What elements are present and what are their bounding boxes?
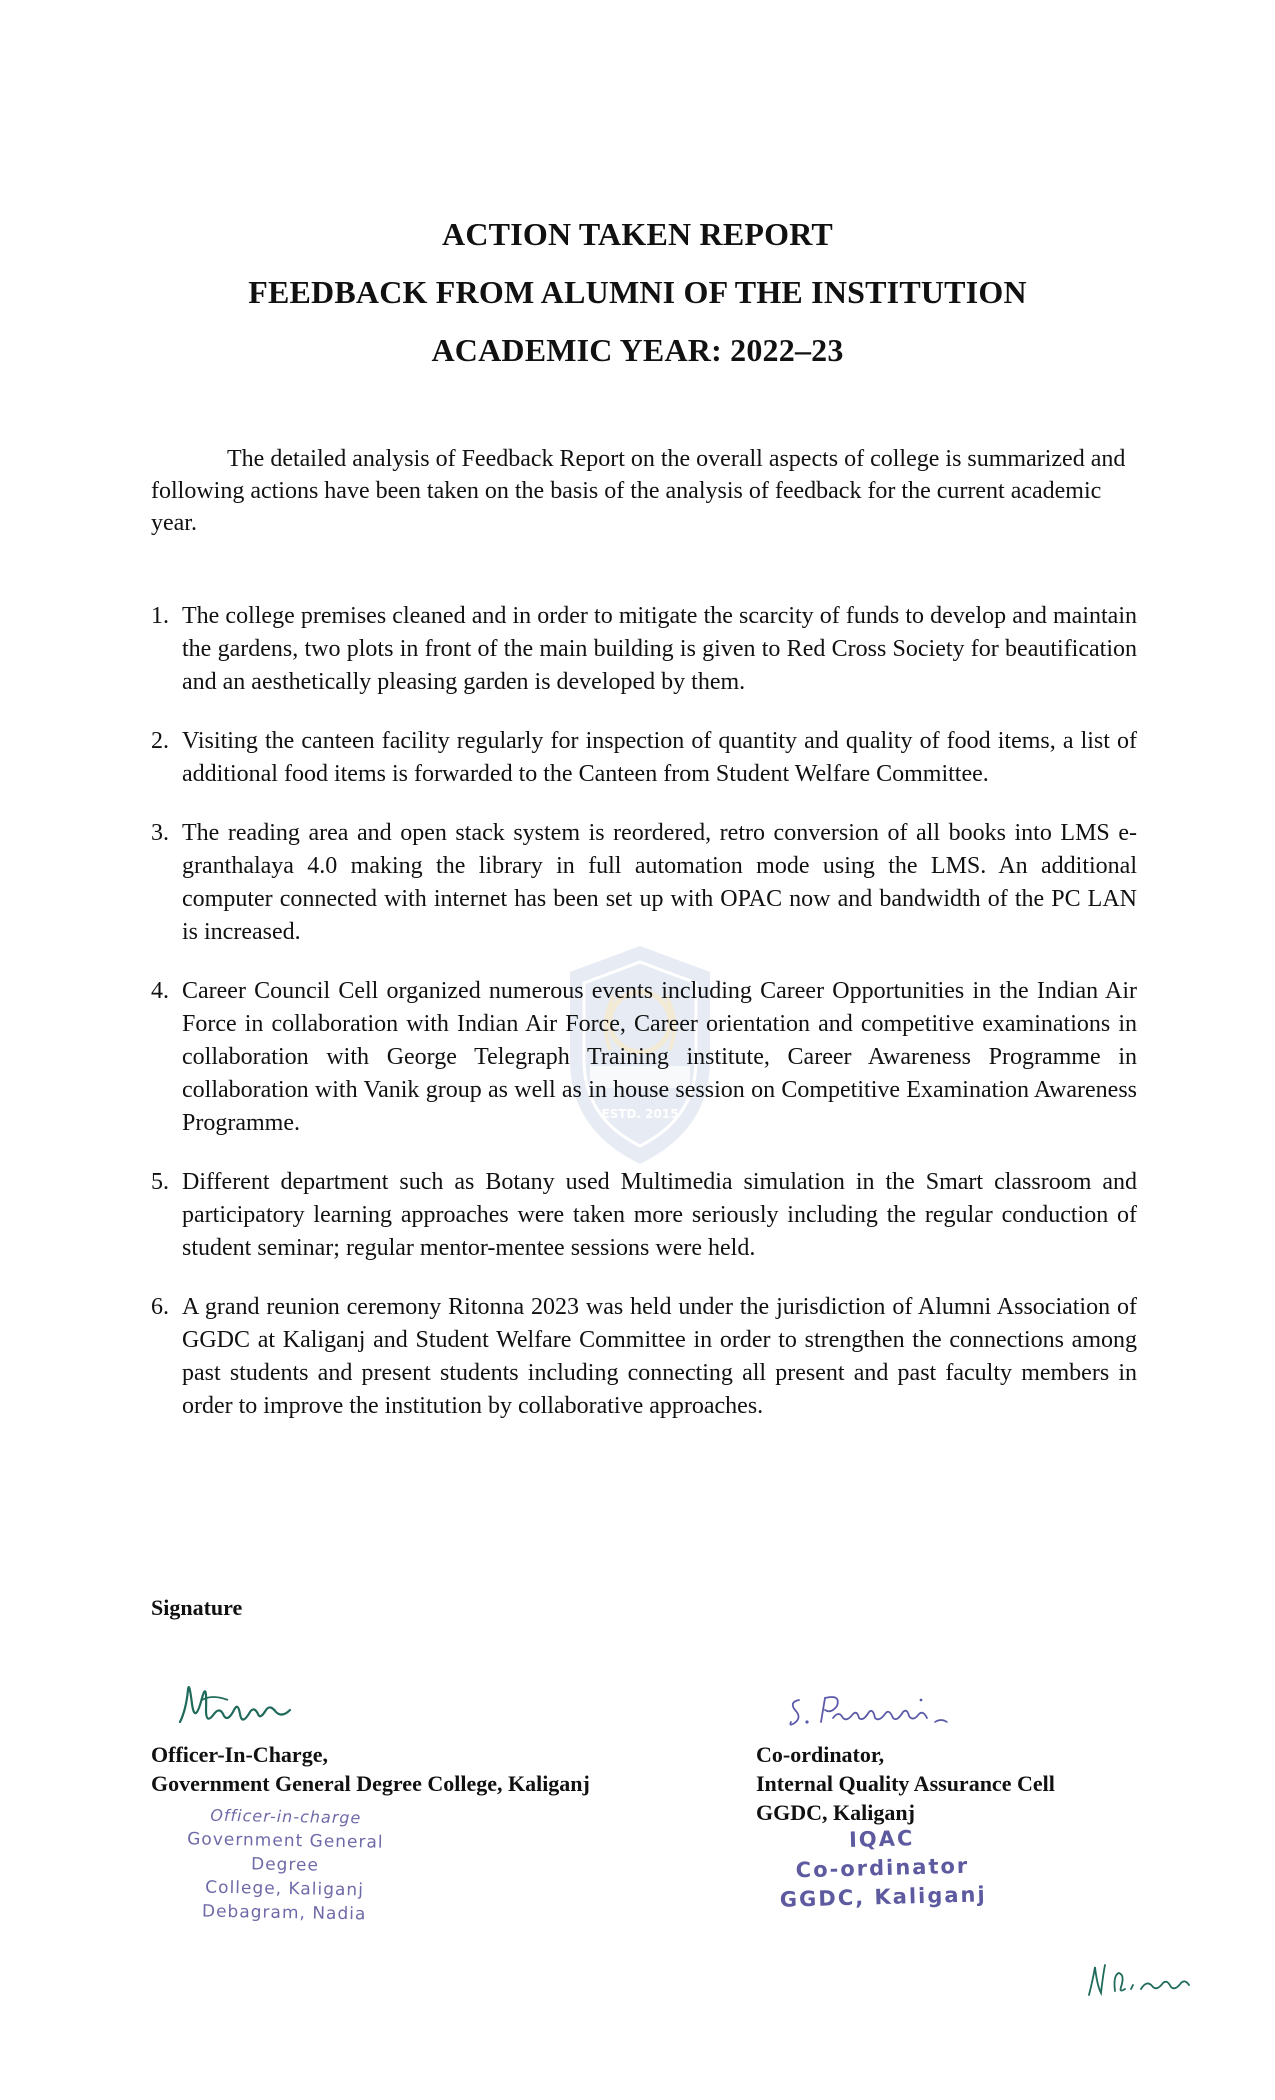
item-text: The college premises cleaned and in order to mitigate the scarcity of funds to develop and maintain the gardens, two plots in front of the main building is given to Red Cross Society for beautification and an aesthetically pleasing garden is developed by them. [182,603,1137,695]
list-item [151,817,1137,949]
stamp-line: GGDC, Kaliganj [779,1882,987,1912]
item-text: Visiting the canteen facility regularly for inspection of quantity and quality of food items, a list of additional food items is forwarded to the Canteen from Student Welfare Committee. [182,728,1137,787]
right-designation: Co-ordinator, [756,1742,885,1767]
stamp-line: IQAC [848,1826,915,1852]
title-line-2: FEEDBACK FROM ALUMNI OF THE INSTITUTION [248,274,1027,310]
iqac-rubber-stamp [764,1822,1001,1915]
item-text: Different department such as Botany used Multimedia simulation in the Smart classroom and participatory learning approaches were taken more seriously including the regular conduction of student seminar; regular mentor-mentee sessions were held. [182,1169,1137,1261]
right-signatory-block [756,1740,1055,1827]
item-text: A grand reunion ceremony Ritonna 2023 was held under the jurisdiction of Alumni Association of GGDC at Kaliganj and Student Welfare Committee in order to strengthen the connections among past students and present students including connecting all present and past faculty members in order to improve the institution by collaborative approaches. [182,1294,1137,1419]
stamp-line: Debagram, Nadia [201,1901,367,1925]
right-cell: Internal Quality Assurance Cell [756,1771,1055,1796]
stamp-line: Officer-in-charge [210,1805,362,1828]
report-title [0,205,1275,379]
officer-rubber-stamp [159,1803,411,1927]
action-list [151,600,1137,1449]
watermark-estd: ESTD. 2015 [601,1107,679,1121]
list-item [151,1166,1137,1265]
item-number: 4. [151,978,169,1004]
title-line-3: ACADEMIC YEAR: 2022–23 [431,332,844,368]
item-number: 6. [151,1294,169,1320]
item-number: 3. [151,820,169,846]
list-item [151,1291,1137,1423]
right-institution: GGDC, Kaliganj [756,1800,915,1825]
list-item [151,600,1137,699]
right-handwritten-signature [785,1688,960,1733]
stamp-line: Government General Degree [187,1829,384,1876]
list-item [151,975,1137,1140]
list-item [151,725,1137,791]
item-text: The reading area and open stack system is reordered, retro conversion of all books into LMS e-granthalaya 4.0 making the library in full automation mode using the LMS. An additional computer connected with internet has been set up with OPAC now and bandwidth of the PC LAN is increased. [182,820,1137,945]
item-number: 5. [151,1169,169,1195]
left-designation: Officer-In-Charge, [151,1742,328,1767]
left-handwritten-signature [172,1670,302,1735]
item-text: Career Council Cell organized numerous events including Career Opportunities in the Indian Air Force in collaboration with Indian Air Force, Career orientation and competitive examinations in collaboration with George Telegraph Training institute, Career Awareness Programme in collaboration with Vanik group as well as in house session on Competitive Examination Awareness Programme. [182,978,1137,1136]
stamp-line: College, Kaliganj [205,1877,365,1901]
signature-label: Signature [151,1595,243,1620]
left-signatory-block [151,1740,590,1798]
item-number: 2. [151,728,169,754]
intro-paragraph: The detailed analysis of Feedback Report on the overall aspects of college is summarized and following actions have been taken on the basis of the analysis of feedback for the current academic year. [151,446,1126,536]
stamp-line: Co-ordinator [795,1853,970,1883]
left-institution: Government General Degree College, Kaliganj [151,1771,590,1796]
title-line-1: ACTION TAKEN REPORT [442,216,833,252]
bottom-initials-signature [1085,1955,1205,2000]
item-number: 1. [151,603,169,629]
